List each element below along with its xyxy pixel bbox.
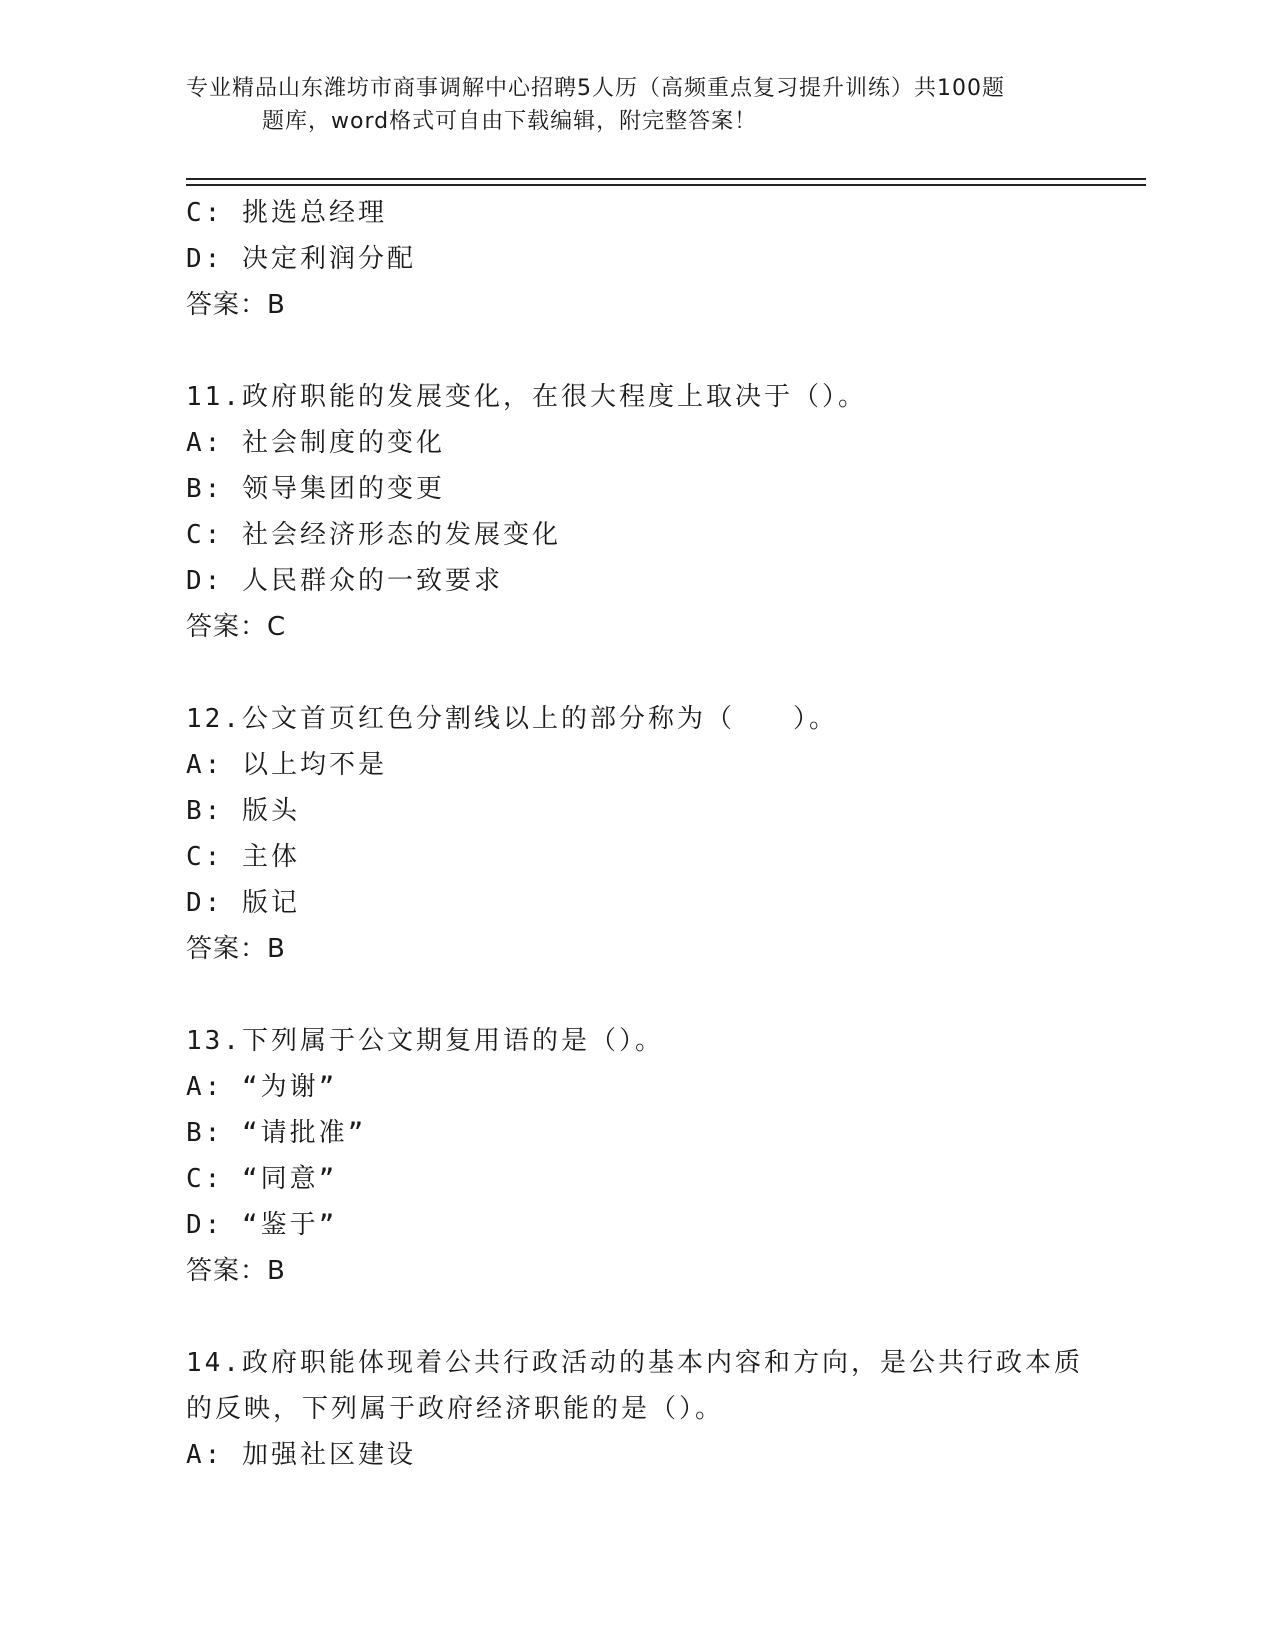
option-c: C: 挑选总经理	[186, 198, 387, 228]
question-stem-line-2: 的反映，下列属于政府经济职能的是（）。	[186, 1394, 725, 1424]
question-block-10	[186, 190, 1086, 328]
option-d: D: 决定利润分配	[186, 244, 416, 274]
question-block-11	[186, 374, 1086, 650]
option-c: C: “同意”	[186, 1164, 338, 1194]
question-list	[186, 190, 1086, 1478]
answer-line: 答案：B	[186, 290, 286, 320]
option-a: A: 社会制度的变化	[186, 428, 445, 458]
option-b: B: 领导集团的变更	[186, 474, 445, 504]
option-b: B: “请批准”	[186, 1118, 367, 1148]
option-a: A: 加强社区建设	[186, 1440, 416, 1470]
question-block-12	[186, 696, 1086, 972]
option-a: A: “为谢”	[186, 1072, 338, 1102]
option-b: B: 版头	[186, 796, 300, 826]
option-c: C: 社会经济形态的发展变化	[186, 520, 561, 550]
question-block-13	[186, 1018, 1086, 1294]
document-header	[186, 72, 1086, 138]
spacer	[186, 972, 1086, 1018]
option-c: C: 主体	[186, 842, 300, 872]
question-block-14	[186, 1340, 1086, 1478]
answer-line: 答案：C	[186, 612, 287, 642]
option-d: D: 人民群众的一致要求	[186, 566, 503, 596]
spacer	[186, 328, 1086, 374]
header-title-line-1: 专业精品山东潍坊市商事调解中心招聘5人历（高频重点复习提升训练）共100题	[186, 76, 1005, 101]
answer-line: 答案：B	[186, 934, 286, 964]
option-d: D: “鉴于”	[186, 1210, 338, 1240]
answer-line: 答案：B	[186, 1256, 286, 1286]
spacer	[186, 650, 1086, 696]
header-title-line-2: 题库，word格式可自由下载编辑，附完整答案！	[262, 109, 758, 134]
header-divider-top	[186, 178, 1146, 180]
option-a: A: 以上均不是	[186, 750, 387, 780]
question-stem-line-1: 14.政府职能体现着公共行政活动的基本内容和方向，是公共行政本质	[186, 1348, 1083, 1378]
question-stem: 12.公文首页红色分割线以上的部分称为（ ）。	[186, 704, 838, 734]
question-stem: 13.下列属于公文期复用语的是（）。	[186, 1026, 664, 1056]
question-stem: 11.政府职能的发展变化，在很大程度上取决于（）。	[186, 382, 867, 412]
spacer	[186, 1294, 1086, 1340]
option-d: D: 版记	[186, 888, 300, 918]
header-divider-bottom	[186, 184, 1146, 186]
